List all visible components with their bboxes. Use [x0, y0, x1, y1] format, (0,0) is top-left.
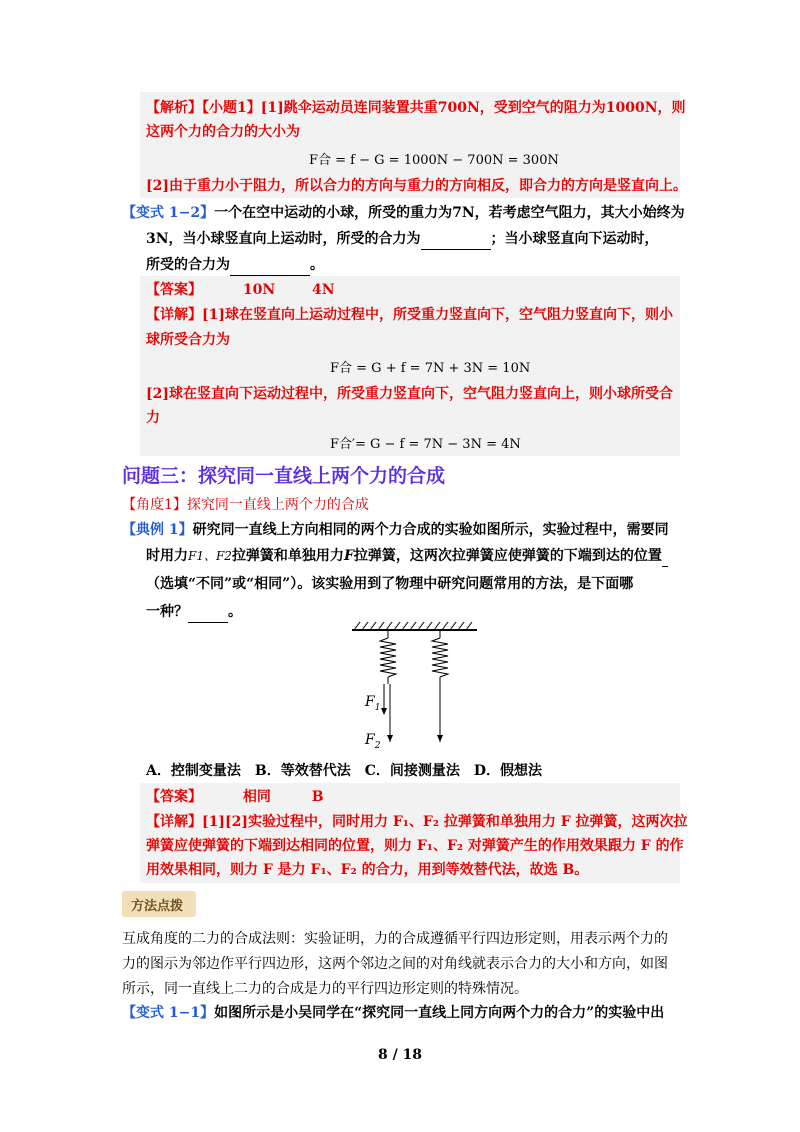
method-line-1: 互成角度的二力的合成法则：实验证明，力的合成遵循平行四边形定则，用表示两个力的 [122, 931, 668, 947]
answer-blank-4[interactable] [188, 602, 228, 623]
variant-1-2-line-2a: 3N，当小球竖直向上运动时，所受的合力为 [146, 231, 421, 247]
spring-diagram [340, 618, 490, 758]
answer-blank-2[interactable] [230, 255, 310, 276]
f2-subscript: 2 [374, 740, 381, 751]
variant-1-2-line-3 [146, 255, 324, 276]
example-1-line-2 [146, 546, 668, 567]
right-spring [432, 630, 448, 684]
analysis-line-2: 这两个力的合力的大小为 [146, 124, 300, 140]
variant-1-2-line-1: 一个在空中运动的小球，所受的重力为7N，若考虑空气阻力，其大小始终为 [214, 205, 685, 221]
method-line-3: 所示，同一直线上二力的合成是力的平行四边形定则的特殊情况。 [122, 981, 528, 997]
force-f: F [343, 548, 354, 564]
detail-2-line-2: 弹簧应使弹簧的下端到达相同的位置，则力 F₁、F₂ 对弹簧产生的作用效果跟力 F 的作 [146, 838, 684, 854]
page-number: 8 / 18 [377, 1047, 423, 1063]
detail-1-line-3: [2]球在竖直向下运动过程中，所受重力竖直向下，空气阻力竖直向上，则小球所受合 [146, 386, 673, 402]
equation-2: F合 = G + f = 7N + 3N = 10N [330, 361, 531, 376]
options-line: A．控制变量法 B．等效替代法 C．间接测量法 D．假想法 [146, 763, 542, 779]
f1-subscript: 1 [374, 702, 381, 713]
example-1-text-4a: 一种？ [146, 604, 188, 620]
method-tag-label: 方法点拨 [131, 899, 184, 914]
equation-1: F合 = f − G = 1000N − 700N = 300N [309, 153, 559, 168]
variant-1-1-line [122, 1003, 664, 1023]
f1-letter: F [365, 694, 375, 710]
detail-2-line-1: 【详解】[1][2]实验过程中，同时用力 F₁、F₂ 拉弹簧和单独用力 F 拉弹簧，这两次拉 [146, 814, 688, 830]
f2-letter: F [365, 732, 375, 748]
example-1-line-3: （选填“不同”或“相同”）。该实验用到了物理中研究问题常用的方法，是下面哪 [146, 576, 634, 592]
section-title: 问题三：探究同一直线上两个力的合成 [122, 465, 446, 487]
answer-2-value-1: 相同 [242, 789, 271, 805]
example-1-line-1 [122, 520, 669, 540]
f1-label [365, 692, 380, 718]
left-spring [380, 630, 396, 684]
variant-1-1-tag: 【变式 1−1】 [122, 1005, 215, 1021]
answer-1 [146, 280, 335, 300]
f-arrow [437, 684, 443, 742]
method-line-2: 力的图示为邻边作平行四边形，这两个邻边之间的对角线就表示合力的大小和方向，如图 [122, 956, 668, 972]
answer-1-value-2: 4N [312, 282, 335, 298]
example-1-text-2d: 拉弹簧，这两次拉弹簧应使弹簧的下端到达的位置 [353, 548, 662, 564]
detail-2-line-3: 用效果相同，则力 F 是力 F₁、F₂ 的合力，用到等效替代法，故选 B。 [146, 862, 589, 878]
detail-1-line-2: 球所受合力为 [146, 332, 230, 348]
equation-3: F合′= G − f = 7N − 3N = 4N [330, 437, 521, 452]
variant-1-2-line-3a: 所受的合力为 [146, 257, 230, 273]
f2-label [365, 730, 380, 756]
angle-heading: 【角度1】探究同一直线上两个力的合成 [122, 497, 369, 513]
answer-2-value-2: B [311, 789, 324, 805]
answer-1-label: 【答案】 [146, 282, 202, 298]
variant-1-2-line-3b: 。 [310, 257, 324, 273]
detail-1-line-1: 【详解】[1]球在竖直向上运动过程中，所受重力竖直向下，空气阻力竖直向下，则小 [146, 307, 673, 323]
detail-1-line-4: 力 [146, 410, 160, 426]
example-1-text-2a: 时用力 [146, 548, 188, 564]
forces-f1-f2: F1、F2 [188, 549, 232, 563]
ceiling-hatch [354, 622, 472, 630]
example-1-text-1: 研究同一直线上方向相同的两个力合成的实验如图所示，实验过程中，需要同 [192, 522, 669, 538]
f2-arrow [387, 684, 393, 742]
example-1-text-4b: 。 [228, 604, 242, 620]
answer-blank-1[interactable] [421, 229, 491, 250]
answer-2 [146, 787, 324, 807]
variant-1-2-line-2b: ；当小球竖直向下运动时， [490, 231, 659, 247]
example-1-text-2b: 拉弹簧和单独用力 [231, 548, 344, 564]
variant-1-2-tag: 【变式 1−2】 [122, 205, 215, 221]
analysis-line-3: [2]由于重力小于阻力，所以合力的方向与重力的方向相反，即合力的方向是竖直向上。 [146, 178, 687, 194]
answer-2-label: 【答案】 [146, 789, 202, 805]
variant-1-1-text: 如图所示是小吴同学在“探究同一直线上同方向两个力的合力”的实验中出 [214, 1005, 665, 1021]
example-1-line-4 [146, 602, 242, 623]
variant-1-2-question [122, 203, 685, 223]
answer-1-value-1: 10N [242, 282, 276, 298]
variant-1-2-line-2 [146, 229, 659, 250]
analysis-line-1: 【解析】【小题1】[1]跳伞运动员连同装置共重700N，受到空气的阻力为1000N，则 [146, 100, 686, 116]
example-1-tag: 【典例 1】 [122, 522, 193, 538]
f1-arrow [381, 684, 387, 715]
answer-blank-3[interactable] [662, 546, 668, 567]
